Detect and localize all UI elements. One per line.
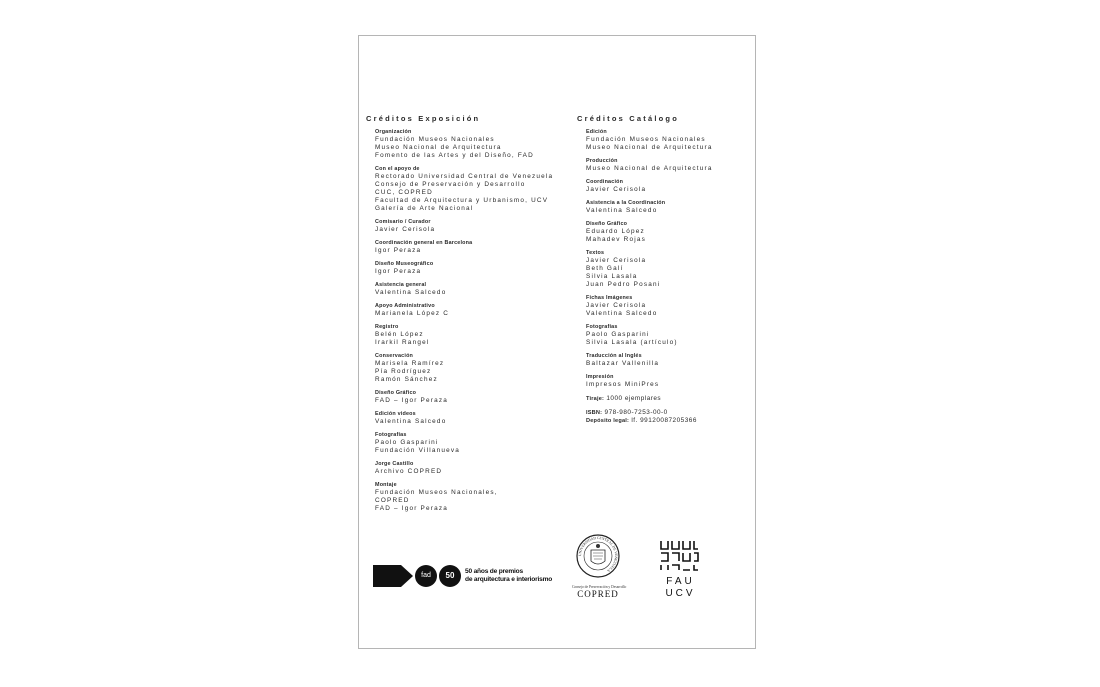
credit-section-label: Traducción al Inglés [586, 353, 642, 359]
credit-section-line: Consejo de Preservación y Desarrollo [375, 181, 526, 188]
credit-section [375, 411, 566, 426]
fad-tagline [465, 568, 552, 583]
credit-section-line: Juan Pedro Posani [586, 281, 661, 288]
credit-section [586, 295, 757, 318]
credit-section-line: Pía Rodríguez [375, 368, 432, 375]
credit-section-label: Organización [375, 129, 412, 135]
credit-section-label: Fotografías [586, 324, 618, 330]
credit-section-line: Museo Nacional de Arquitectura [586, 165, 713, 172]
credit-section [375, 219, 566, 234]
exposition-sections [366, 129, 566, 513]
copred-name: COPRED [577, 589, 619, 599]
credit-section-line: Valentina Salcedo [586, 207, 658, 214]
credit-section-label: Con el apoyo de [375, 166, 420, 172]
credit-section-line: Paolo Gasparini [375, 439, 439, 446]
tiraje-value: 1000 ejemplares [606, 395, 662, 402]
credit-section [375, 390, 566, 405]
credit-section-line: Museo Nacional de Arquitectura [375, 144, 502, 151]
credit-section [586, 374, 757, 389]
credit-section-line: Fundación Museos Nacionales, [375, 489, 498, 496]
credit-section-line: Igor Peraza [375, 247, 422, 254]
credit-section-label: Registro [375, 324, 399, 330]
credit-section-line: FAD – Igor Peraza [375, 505, 448, 512]
credit-section-line: Javier Cerisola [586, 257, 647, 264]
catalog-sections-wrap [577, 129, 757, 425]
credit-section-line: Marianela López C [375, 310, 450, 317]
credit-section-line: Rectorado Universidad Central de Venezuela [375, 173, 554, 180]
credit-section-line: Archivo COPRED [375, 468, 443, 475]
credit-section-line: Belén López [375, 331, 424, 338]
catalog-credits-column [577, 114, 757, 431]
credit-section-label: Coordinación general en Barcelona [375, 240, 473, 246]
credit-section [586, 221, 757, 244]
credit-section-label: Asistencia general [375, 282, 427, 288]
credit-section-label: Diseño Gráfico [586, 221, 628, 227]
credit-section-line: Fomento de las Artes y del Diseño, FAD [375, 152, 534, 159]
credit-section [586, 250, 757, 289]
credit-section-label: Diseño Museográfico [375, 261, 434, 267]
ucv-text: UCV [665, 588, 696, 599]
credit-section-line: FAD – Igor Peraza [375, 397, 448, 404]
credit-section [375, 461, 566, 476]
credit-section-label: Jorge Castillo [375, 461, 414, 467]
credit-section [586, 129, 757, 152]
credit-section-line: CUC, COPRED [375, 189, 433, 196]
seal-text: UNIVERSIDAD CENTRAL DE VENEZUELA [577, 535, 619, 573]
credit-section-label: Asistencia a la Coordinación [586, 200, 666, 206]
credit-section-label: Edición [586, 129, 607, 135]
credit-section-line: COPRED [375, 497, 410, 504]
exposition-credits-title: Créditos Exposición [366, 114, 481, 123]
credit-section-line: Valentina Salcedo [375, 418, 447, 425]
fad-tagline-line2: de arquitectura e interiorismo [465, 575, 553, 583]
credit-section-line: Galería de Arte Nacional [375, 205, 474, 212]
credit-section-label: Coordinación [586, 179, 624, 185]
credit-section-label: Montaje [375, 482, 397, 488]
credit-section-label: Comisario / Curador [375, 219, 431, 225]
credit-section [375, 166, 566, 213]
credit-section-label: Textos [586, 250, 605, 256]
credit-section-label: Conservación [375, 353, 414, 359]
copred-subtitle: Consejo de Preservación y Desarrollo [572, 585, 627, 589]
credit-section-line: Igor Peraza [375, 268, 422, 275]
credit-section-line: Eduardo López [586, 228, 645, 235]
credit-section-label: Apoyo Administrativo [375, 303, 435, 309]
credit-section-line: Irarkil Rangel [375, 339, 430, 346]
fau-ucv-logo [657, 539, 701, 609]
credit-section-line: Mahadev Rojas [586, 236, 647, 243]
credit-section-line: Paolo Gasparini [586, 331, 650, 338]
credit-section-line: Javier Cerisola [375, 226, 436, 233]
fad-badge: fad [415, 565, 437, 587]
credit-section-line: Fundación Museos Nacionales [375, 136, 495, 143]
exposition-credits-column [366, 114, 566, 519]
credit-section-line: Baltazar Vallenilla [586, 360, 660, 367]
credit-section [375, 261, 566, 276]
credit-section-label: Fotografías [375, 432, 407, 438]
credit-section-line: Facultad de Arquitectura y Urbanismo, UCV [375, 197, 549, 204]
credit-section-label: Producción [586, 158, 618, 164]
credit-section-line: Ramón Sánchez [375, 376, 438, 383]
credit-section-line: Fundación Villanueva [375, 447, 460, 454]
credit-section [586, 200, 757, 215]
credit-section-label: Edición videos [375, 411, 416, 417]
credit-section [586, 179, 757, 194]
isbn-label: ISBN: [586, 410, 603, 416]
credit-section [586, 158, 757, 173]
credit-section [375, 240, 566, 255]
credit-section-line: Silvia Lasala [586, 273, 638, 280]
fad-50-badge: 50 [439, 565, 461, 587]
credits-page [358, 35, 756, 649]
credit-section [375, 303, 566, 318]
credit-section [375, 482, 566, 513]
fau-mark-icon [658, 539, 700, 571]
ucv-seal-icon [576, 534, 620, 578]
credit-section-line: Javier Cerisola [586, 302, 647, 309]
credit-section [375, 324, 566, 347]
credit-section-label: Impresión [586, 374, 614, 380]
credit-section-line: Beth Galí [586, 265, 624, 272]
credit-section-line: Valentina Salcedo [586, 310, 658, 317]
catalog-sections [586, 129, 757, 389]
credit-section-line: Silvia Lasala (artículo) [586, 339, 678, 346]
credit-section [375, 432, 566, 455]
credit-section [586, 353, 757, 368]
credit-section-line: Fundación Museos Nacionales [586, 136, 706, 143]
fau-text: FAU [666, 576, 695, 587]
credit-section [375, 353, 566, 384]
credit-section [375, 129, 566, 160]
credit-section [586, 324, 757, 347]
credit-section-label: Diseño Gráfico [375, 390, 417, 396]
credit-section-line: Javier Cerisola [586, 186, 647, 193]
fad-50-logo [373, 563, 553, 589]
isbn-value: 978-980-7253-00-0 [604, 409, 668, 416]
credit-section-line: Impresos MiniPres [586, 381, 660, 388]
credit-section [375, 282, 566, 297]
tiraje-row [586, 395, 757, 403]
credit-section-label: Fichas Imágenes [586, 295, 633, 301]
fad-tagline-line1: 50 años de premios [465, 568, 523, 575]
catalog-credits-title: Créditos Catálogo [577, 114, 679, 123]
credit-section-line: Valentina Salcedo [375, 289, 447, 296]
deposito-label: Depósito legal: [586, 418, 630, 424]
isbn-block [586, 409, 757, 425]
tiraje-label: Tiraje: [586, 396, 605, 402]
credit-section-line: Museo Nacional de Arquitectura [586, 144, 713, 151]
credit-section-line: Marisela Ramírez [375, 360, 445, 367]
deposito-value: lf. 99120087205366 [631, 417, 697, 424]
copred-logo [572, 534, 627, 604]
